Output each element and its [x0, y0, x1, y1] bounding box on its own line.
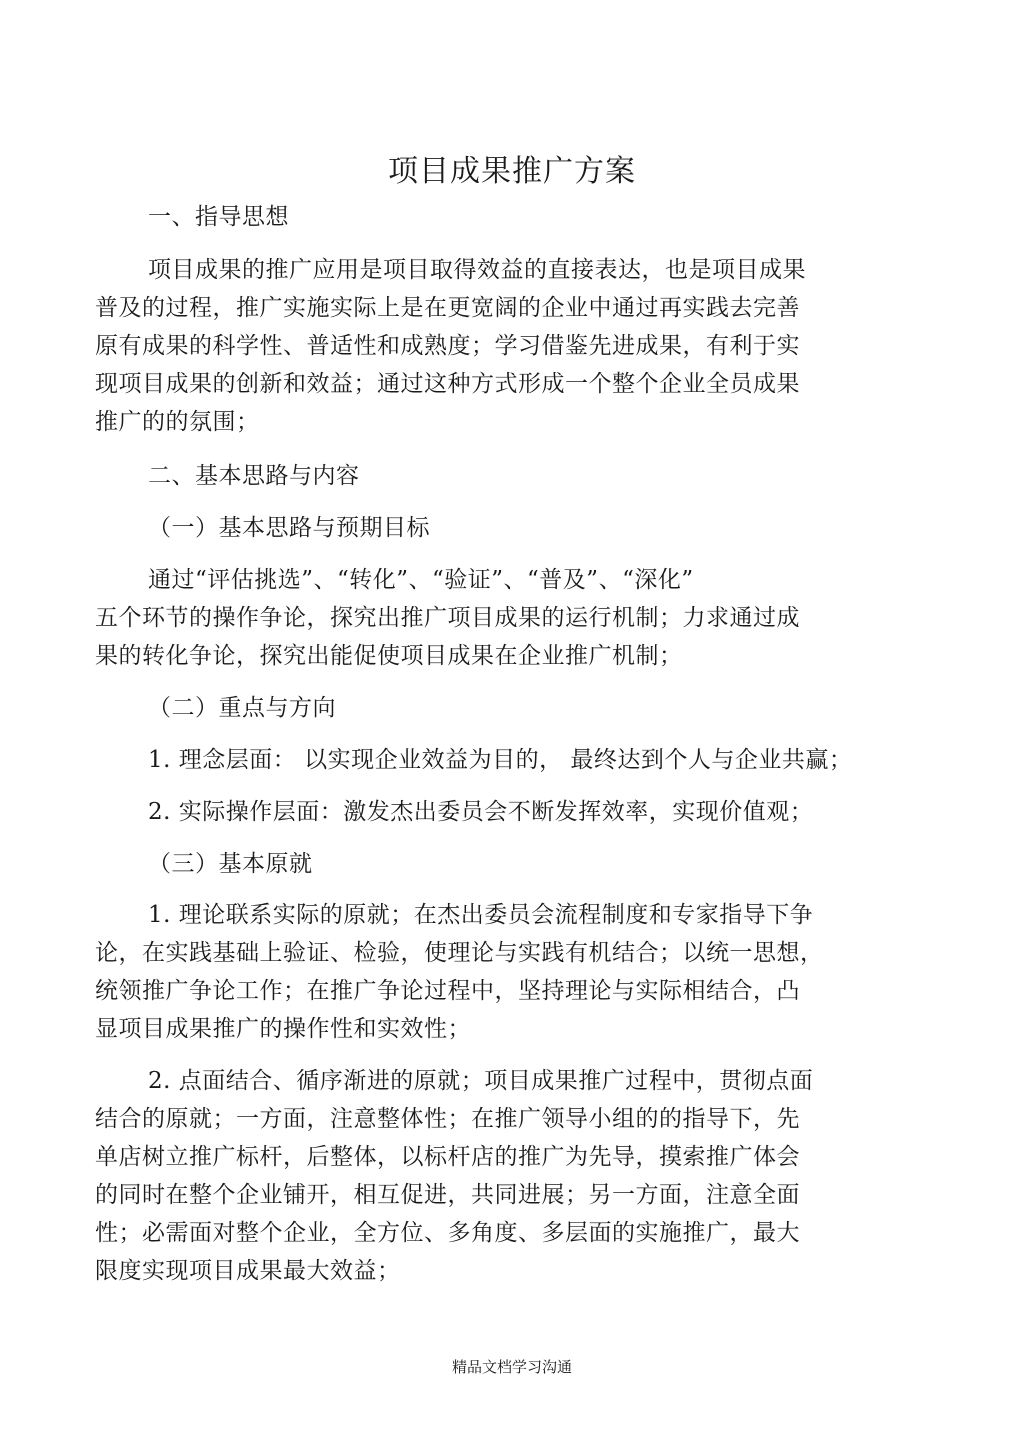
paragraph-line: 统领推广争论工作；在推广争论过程中，坚持理论与实际相结合，凸 — [95, 978, 800, 1004]
paragraph-line: 项目成果的推广应用是项目取得效益的直接表达，也是项目成果 — [148, 257, 806, 283]
paragraph-line: 性；必需面对整个企业，全方位、多角度、多层面的实施推广，最大 — [95, 1220, 800, 1246]
list-item: 1. 理念层面： 以实现企业效益为目的， 最终达到个人与企业共赢； — [148, 747, 853, 773]
paragraph-line: 推广的的氛围； — [95, 409, 260, 435]
page-footer: 精品文档学习沟通 — [451, 1358, 572, 1376]
paragraph-line: 现项目成果的创新和效益；通过这种方式形成一个整个企业全员成果 — [95, 371, 800, 397]
paragraph-line: 结合的原就；一方面，注意整体性；在推广领导小组的的指导下，先 — [95, 1106, 800, 1132]
paragraph-line: 显项目成果推广的操作性和实效性； — [95, 1016, 471, 1042]
list-item: 2. 实际操作层面：激发杰出委员会不断发挥效率，实现价值观； — [148, 799, 814, 825]
paragraph-line: 1. 理论联系实际的原就；在杰出委员会流程制度和专家指导下争 — [148, 902, 814, 928]
section-heading-guiding-thought: 一、指导思想 — [148, 204, 289, 230]
paragraph-line: 的同时在整个企业铺开，相互促进，共同进展；另一方面，注意全面 — [95, 1182, 800, 1208]
paragraph-line: 单店树立推广标杆，后整体，以标杆店的推广为先导，摸索推广体会 — [95, 1144, 800, 1170]
paragraph-line: 果的转化争论，探究出能促使项目成果在企业推广机制； — [95, 643, 683, 669]
subsection-heading-principles: （三）基本原就 — [148, 851, 313, 877]
paragraph-line: 普及的过程，推广实施实际上是在更宽阔的企业中通过再实践去完善 — [95, 295, 800, 321]
paragraph-line: 通过“评估挑选”、“转化”、“验证”、“普及”、“深化” — [148, 567, 694, 593]
section-heading-basic-ideas: 二、基本思路与内容 — [148, 463, 360, 489]
paragraph-line: 原有成果的科学性、普适性和成熟度；学习借鉴先进成果，有利于实 — [95, 333, 800, 359]
paragraph-line: 限度实现项目成果最大效益； — [95, 1258, 401, 1284]
paragraph-line: 2. 点面结合、循序渐进的原就；项目成果推广过程中，贯彻点面 — [148, 1068, 814, 1094]
subsection-heading-focus: （二）重点与方向 — [148, 695, 336, 721]
subsection-heading-goals: （一）基本思路与预期目标 — [148, 515, 430, 541]
paragraph-line: 论，在实践基础上验证、检验，使理论与实践有机结合；以统一思想， — [95, 940, 824, 966]
paragraph-line: 五个环节的操作争论，探究出推广项目成果的运行机制；力求通过成 — [95, 605, 800, 631]
document-title: 项目成果推广方案 — [388, 154, 636, 189]
